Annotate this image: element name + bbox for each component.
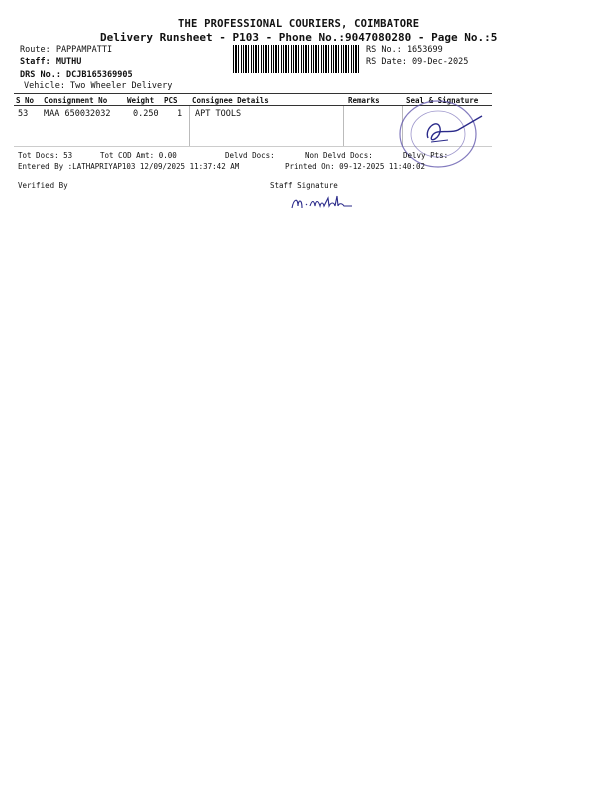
entered-by: Entered By :LATHAPRIYAP103 12/09/2025 11:37:42 AM: [18, 162, 240, 171]
col-consignment: Consignment No: [44, 96, 108, 105]
staff-signature-icon: [288, 192, 358, 214]
col-seal: Seal & Signature: [406, 96, 479, 105]
col-weight: Weight: [127, 96, 155, 105]
verified-by: Verified By: [18, 181, 68, 190]
non-delvd-docs: Non Delvd Docs:: [305, 151, 373, 160]
col-sep: [189, 106, 190, 146]
staff-label: Staff: MUTHU: [20, 57, 82, 67]
table-top-rule: [14, 93, 492, 94]
row-weight: 0.250: [133, 109, 159, 119]
col-remarks: Remarks: [348, 96, 380, 105]
col-sno: S No: [16, 96, 35, 105]
delvd-docs: Delvd Docs:: [225, 151, 275, 160]
col-consignee: Consignee Details: [192, 96, 269, 105]
printed-on: Printed On: 09-12-2025 11:40:02: [285, 162, 425, 171]
row-consignment: MAA 650032032: [44, 109, 111, 119]
row-sno: 53: [18, 109, 29, 119]
vehicle-label: Vehicle: Two Wheeler Delivery: [24, 81, 173, 91]
col-pcs: PCS: [164, 96, 178, 105]
company-title: THE PROFESSIONAL COURIERS, COIMBATORE: [178, 18, 420, 30]
delvy-pts: Delvy Pts:: [403, 151, 449, 160]
row-pcs: 1: [177, 109, 183, 119]
staff-signature-label: Staff Signature: [270, 181, 338, 190]
rs-no: RS No.: 1653699: [366, 45, 443, 55]
runsheet-subtitle: Delivery Runsheet - P103 - Phone No.:9047080280 - Page No.:5: [100, 31, 498, 44]
row-consignee: APT TOOLS: [195, 109, 242, 119]
route-label: Route: PAPPAMPATTI: [20, 45, 113, 55]
drs-label: DRS No.: DCJB165369905: [20, 70, 133, 80]
col-sep: [343, 106, 344, 146]
barcode: [233, 45, 361, 73]
tot-docs: Tot Docs: 53: [18, 151, 73, 160]
tot-cod-amt: Tot COD Amt: 0.00: [100, 151, 177, 160]
rs-date: RS Date: 09-Dec-2025: [366, 57, 469, 67]
